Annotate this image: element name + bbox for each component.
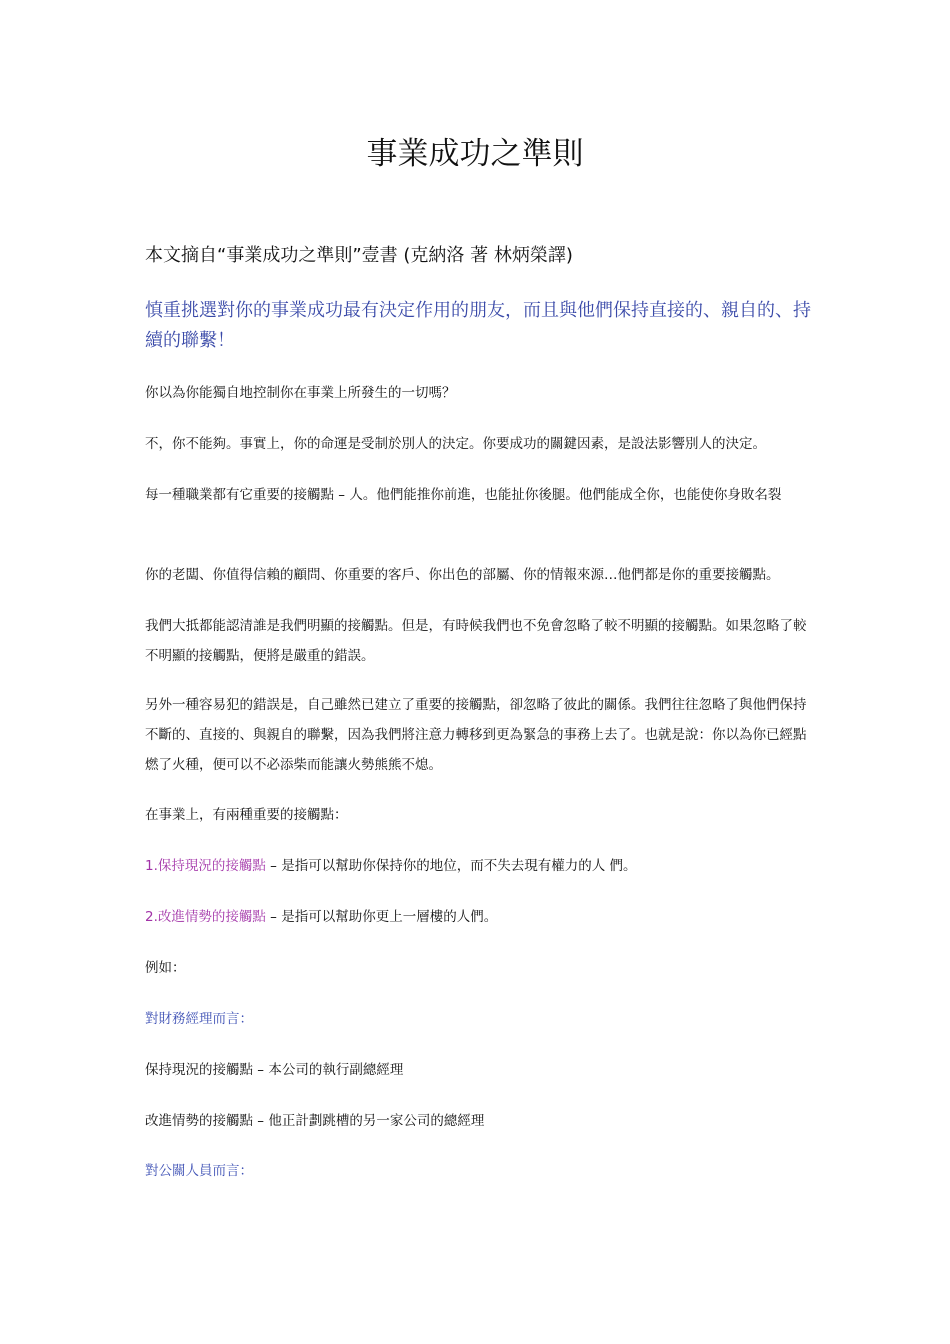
- subtitle: 本文摘自“事業成功之準則”壹書 (克納洛 著 林炳榮譯): [145, 245, 573, 266]
- paragraph-3: 每一種職業都有它重要的接觸點 – 人。他們能推你前進，也能扯你後腿。他們能成全你，也能使你身敗名裂: [145, 487, 782, 503]
- list-item: [145, 902, 810, 932]
- paragraph-7: 在事業上，有兩種重要的接觸點：: [145, 807, 348, 823]
- example-heading-pr: 對公關人員而言：: [145, 1163, 253, 1179]
- page-title: 事業成功之準則: [366, 136, 584, 172]
- list-item-label: 2.改進情勢的接觸點: [145, 909, 266, 925]
- list-item-text: – 是指可以幫助你更上一層樓的人們。: [265, 909, 498, 925]
- lead-paragraph: 慎重挑選對你的事業成功最有決定作用的朋友，而且與他們保持直接的、親自的、持續的聯繫！: [145, 300, 811, 351]
- list-item-text: – 是指可以幫助你保持你的地位，而不失去現有權力的人 們。: [265, 858, 637, 874]
- paragraph-2: 不，你不能夠。事實上，你的命運是受制於別人的決定。你要成功的關鍵因素，是設法影響別人的決定。: [145, 436, 766, 452]
- list-item: [145, 851, 810, 881]
- paragraph-4: 你的老闆、你值得信賴的顧問、你重要的客戶、你出色的部屬、你的情報來源…他們都是你的重要接觸點。: [145, 567, 780, 583]
- example-line: 保持現況的接觸點 – 本公司的執行副總經理: [145, 1062, 404, 1078]
- paragraph-question: 你以為你能獨自地控制你在事業上所發生的一切嗎？: [145, 385, 456, 401]
- example-heading-finance: 對財務經理而言：: [145, 1011, 253, 1027]
- paragraph-6: 另外一種容易犯的錯誤是，自己雖然已建立了重要的接觸點，卻忽略了彼此的關係。我們往往忽略了與他們保持不斷的、直接的、與親自的聯繫，因為我們將注意力轉移到更為緊急的事務上去了。也就是說：你以為你已經點燃了火種，便可以不必添柴而能讓火勢熊熊不熄。: [145, 697, 807, 773]
- list-item-label: 1.保持現況的接觸點: [145, 858, 266, 874]
- example-intro: 例如：: [145, 960, 186, 976]
- example-line: 改進情勢的接觸點 – 他正計劃跳槽的另一家公司的總經理: [145, 1113, 485, 1129]
- paragraph-5: 我們大抵都能認清誰是我們明顯的接觸點。但是，有時候我們也不免會忽略了較不明顯的接觸點。如果忽略了較不明顯的接觸點，便將是嚴重的錯誤。: [145, 618, 807, 664]
